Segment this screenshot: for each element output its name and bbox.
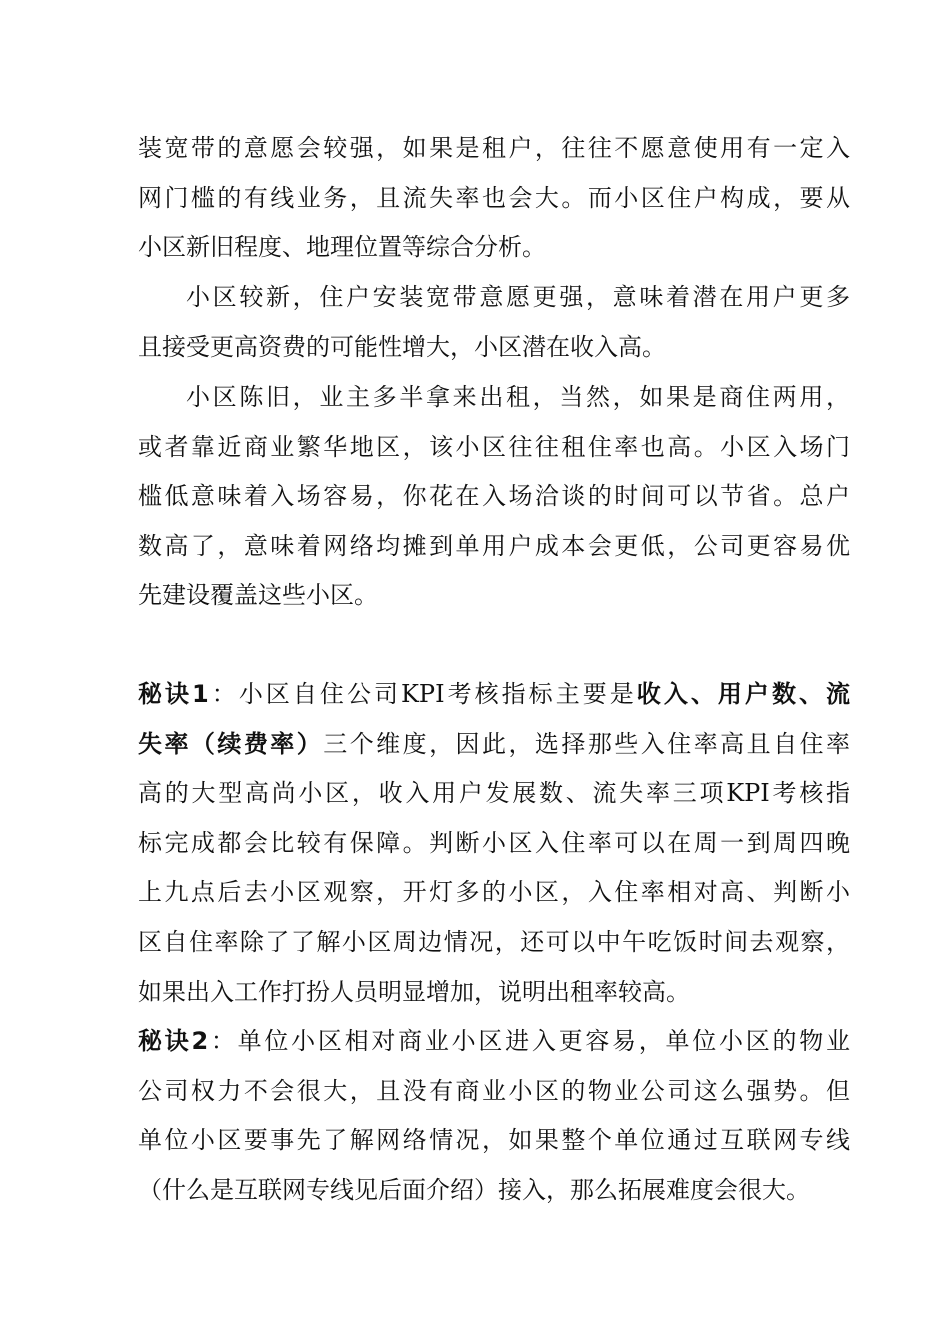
text-line: 槛低意味着入场容易，你花在入场洽谈的时间可以节省。总户 <box>138 482 850 511</box>
text-line: 或者靠近商业繁华地区，该小区往往租住率也高。小区入场门 <box>138 432 850 461</box>
text-line: 小区新旧程度、地理位置等综合分析。 <box>138 233 546 262</box>
text-line: 装宽带的意愿会较强，如果是租户，往往不愿意使用有一定入 <box>138 134 850 162</box>
text-line: 且接受更高资费的可能性增大，小区潜在收入高。 <box>138 332 666 361</box>
text-line: 高的大型高尚小区，收入用户发展数、流失率三项KPI考核指 <box>138 779 850 808</box>
tip-1-paragraph <box>138 670 850 1017</box>
paragraph-residents <box>138 124 850 273</box>
text-line: 如果出入工作打扮人员明显增加，说明出租率较高。 <box>138 977 690 1006</box>
tip-2-label: 秘诀2 <box>138 1027 209 1055</box>
tip-1-highlight: 收入、用户数、流 <box>636 680 851 708</box>
text-line: 标完成都会比较有保障。判断小区入住率可以在周一到周四晚 <box>138 828 850 857</box>
text-line: 单位小区要事先了解网络情况，如果整个单位通过互联网专线 <box>138 1126 850 1155</box>
text-line: 小区较新，住户安装宽带意愿更强，意味着潜在用户更多 <box>186 283 850 311</box>
tip-1-label: 秘诀1 <box>138 680 209 708</box>
tip-2-text: ：单位小区相对商业小区进入更容易，单位小区的物业 <box>208 1027 850 1055</box>
text-line: 小区陈旧，业主多半拿来出租，当然，如果是商住两用， <box>186 383 850 411</box>
tip-2-paragraph <box>138 1017 850 1215</box>
paragraph-new-community <box>138 273 850 372</box>
text-line: 区自住率除了了解小区周边情况，还可以中午吃饭时间去观察， <box>138 927 850 956</box>
text-line: 上九点后去小区观察，开灯多的小区，入住率相对高、判断小 <box>138 878 850 907</box>
text-line <box>138 670 850 720</box>
text-line: 公司权力不会很大，且没有商业小区的物业公司这么强势。但 <box>138 1076 850 1105</box>
tip-1-text: ：小区自住公司KPI考核指标主要是 <box>208 680 637 708</box>
text-line <box>138 1017 850 1067</box>
text-line: 网门槛的有线业务，且流失率也会大。而小区住户构成，要从 <box>138 183 850 212</box>
text-line <box>138 720 850 770</box>
text-line: 数高了，意味着网络均摊到单用户成本会更低，公司更容易优 <box>138 531 850 560</box>
tip-1-highlight: 失率（续费率） <box>138 729 324 758</box>
text-line: （什么是互联网专线见后面介绍）接入，那么拓展难度会很大。 <box>138 1175 810 1204</box>
paragraph-old-community <box>138 373 850 621</box>
text-line: 先建设覆盖这些小区。 <box>138 581 378 610</box>
tip-1-text: 三个维度，因此，选择那些入住率高且自住率 <box>323 729 851 758</box>
